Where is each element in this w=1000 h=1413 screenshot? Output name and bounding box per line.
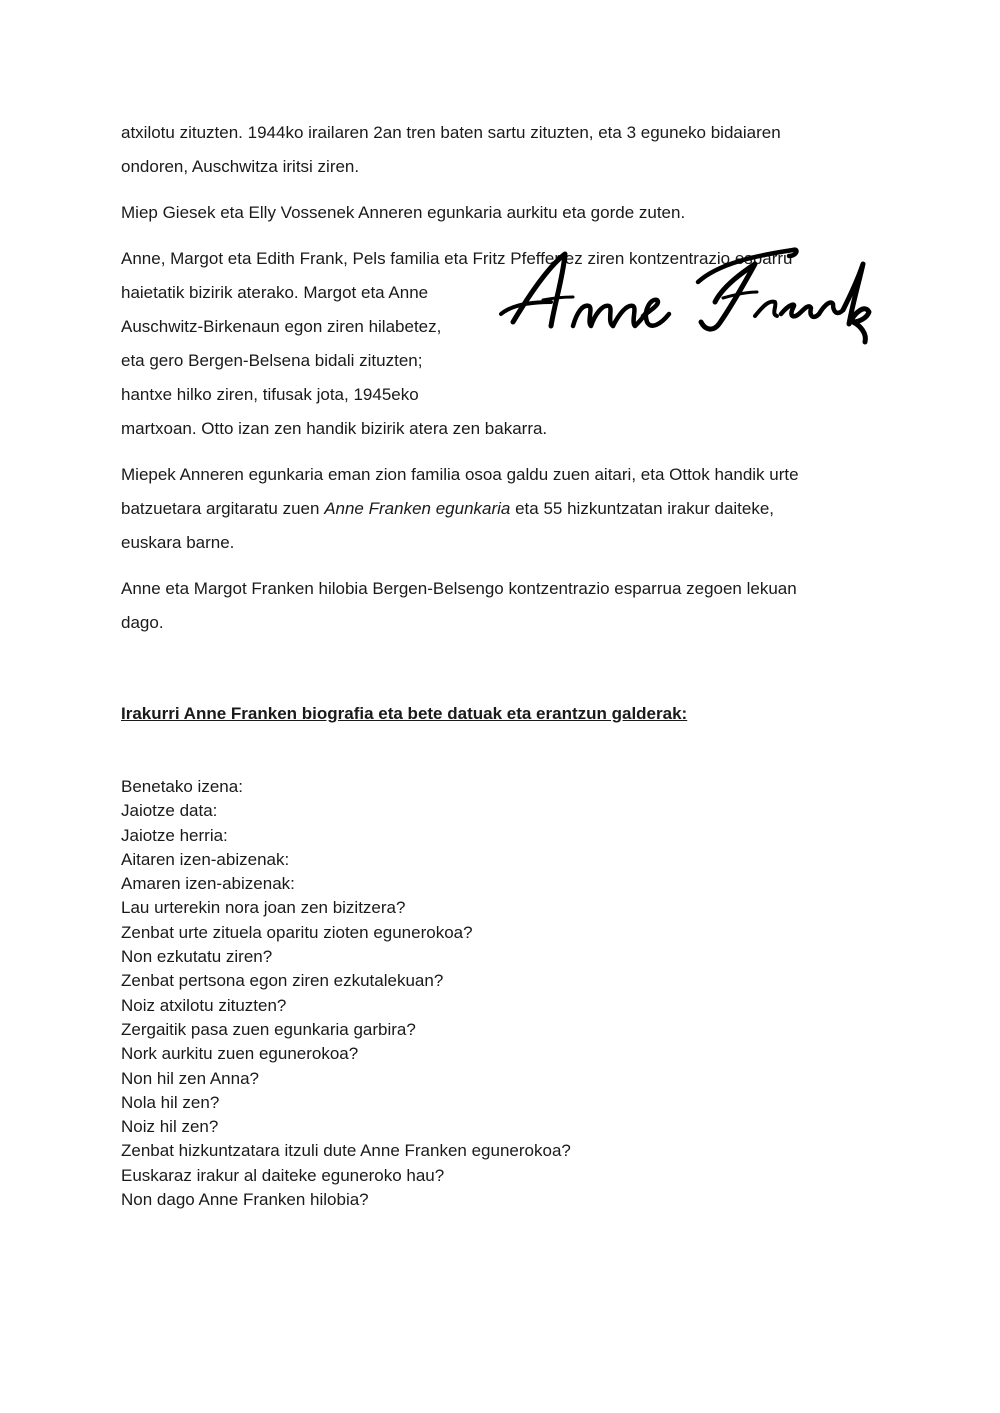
text-run: batzuetara argitaratu zuen [121,499,325,518]
question-list [121,775,571,1212]
paragraph-camps [121,242,881,446]
question-item: Zenbat hizkuntzatara itzuli dute Anne Franken egunerokoa? [121,1141,571,1161]
text-run: eta 55 hizkuntzatan irakur daiteke, [510,499,775,518]
question-item: Benetako izena: [121,777,243,796]
question-item: Aitaren izen-abizenak: [121,849,290,869]
question-item: Euskaraz irakur al daiteke eguneroko hau? [121,1165,445,1185]
text-line: Auschwitz-Birkenaun egon ziren hilabetez, [121,317,442,336]
question-item: Lau urterekin nora joan zen bizitzera? [121,898,406,918]
text-line: hantxe hilko ziren, tifusak jota, 1945eko [121,385,419,404]
text-line: euskara barne. [121,533,235,552]
text-line: Miepek Anneren egunkaria eman zion familia osoa galdu zuen aitari, eta Ottok handik urte [121,465,799,484]
text-line: Anne, Margot eta Edith Frank, Pels familia eta Fritz Pfeffer ez ziren kontzentrazio esparru [121,249,793,268]
text-line: Miep Giesek eta Elly Vossenek Anneren egunkaria aurkitu eta gorde zuten. [121,203,686,222]
question-item: Amaren izen-abizenak: [121,874,295,894]
text-line: ondoren, Auschwitza iritsi ziren. [121,157,360,176]
question-item: Noiz hil zen? [121,1117,219,1137]
book-title: Anne Franken egunkaria [324,499,511,518]
exercise-heading: Irakurri Anne Franken biografia eta bete datuak eta erantzun galderak: [121,704,688,723]
question-item: Zenbat pertsona egon ziren ezkutalekuan? [121,971,444,991]
paragraph-diary-found [121,196,881,230]
question-item: Jaiotze data: [121,801,218,821]
question-item: Noiz atxilotu zituzten? [121,995,287,1015]
question-item: Non ezkutatu ziren? [121,947,273,967]
paragraph-arrest [121,116,881,184]
paragraph-publication [121,458,881,560]
question-item: Nola hil zen? [121,1092,220,1112]
question-item: Nork aurkitu zuen egunerokoa? [121,1044,359,1064]
question-item: Zenbat urte zituela oparitu zioten egunerokoa? [121,922,473,942]
anne-frank-signature-image [493,242,883,372]
question-item: Zergaitik pasa zuen egunkaria garbira? [121,1019,416,1039]
text-line: atxilotu zituzten. 1944ko irailaren 2an tren baten sartu zituzten, eta 3 eguneko bidaiaren [121,123,781,142]
text-line: eta gero Bergen-Belsena bidali zituzten; [121,351,423,370]
text-line: martxoan. Otto izan zen handik bizirik atera zen bakarra. [121,419,548,438]
text-line: dago. [121,613,164,632]
text-line: haietatik bizirik aterako. Margot eta Anne [121,283,429,302]
document-body [121,116,881,640]
paragraph-grave [121,572,881,640]
text-line [121,492,881,526]
question-item: Jaiotze herria: [121,825,228,845]
text-line: Anne eta Margot Franken hilobia Bergen-Belsengo kontzentrazio esparrua zegoen lekuan [121,579,797,598]
question-item: Non dago Anne Franken hilobia? [121,1190,369,1210]
question-item: Non hil zen Anna? [121,1068,259,1088]
